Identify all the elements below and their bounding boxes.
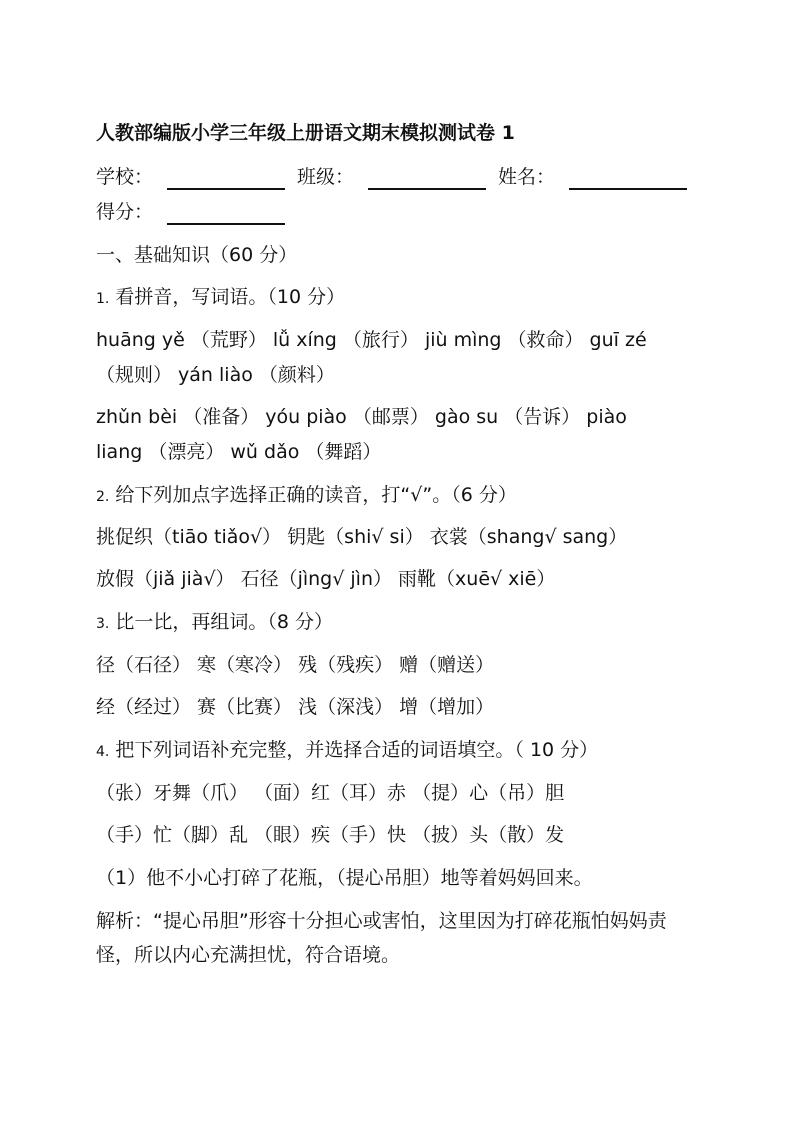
exam-title: 人教部编版小学三年级上册语文期末模拟测试卷 1 [96, 122, 515, 144]
q2-number: 2. [96, 489, 110, 505]
score-blank[interactable] [167, 203, 285, 225]
q1-line-2: （规则） yán liào （颜料） [96, 364, 335, 386]
q1-line-3: zhǔn bèi （准备） yóu piào （邮票） gào su （告诉） piào [96, 406, 627, 428]
q2-text: 给下列加点字选择正确的读音，打“√”。（6 分） [115, 484, 517, 506]
q1-number: 1. [96, 291, 110, 307]
q1-line-4: liang （漂亮） wǔ dǎo （舞蹈） [96, 441, 382, 463]
q3-prompt [96, 609, 716, 637]
section1-heading: 一、基础知识（60 分） [96, 244, 298, 266]
school-label: 学校： [96, 166, 154, 188]
q4-line-1: （张）牙舞（爪） （面）红（耳）赤 （提）心（吊）胆 [96, 782, 565, 804]
q4-line-3: （1）他不小心打碎了花瓶，（提心吊胆）地等着妈妈回来。 [96, 867, 593, 889]
school-blank[interactable] [167, 168, 285, 190]
name-label: 姓名： [498, 166, 556, 188]
q4-text: 把下列词语补充完整，并选择合适的词语填空。（ 10 分） [115, 739, 599, 761]
info-row-1 [96, 164, 716, 190]
q1-prompt [96, 284, 716, 312]
q2-prompt [96, 482, 716, 510]
q1-line-1: huāng yě （荒野） lǚ xíng （旅行） jiù mìng （救命） guī zé [96, 329, 647, 351]
q3-number: 3. [96, 616, 110, 632]
q3-line-1: 径（石径） 寒（寒冷） 残（残疾） 赠（赠送） [96, 654, 495, 676]
info-row-2 [96, 199, 716, 225]
q3-line-2: 经（经过） 赛（比赛） 浅（深浅） 增（增加） [96, 696, 495, 718]
class-label: 班级： [297, 166, 355, 188]
q1-text: 看拼音，写词语。（10 分） [115, 286, 346, 308]
name-field [498, 164, 687, 190]
class-field [297, 164, 486, 190]
q2-line-1: 挑促织（tiāo tiǎo√） 钥匙（shi√ si） 衣裳（shang√ sang） [96, 526, 628, 548]
score-field [96, 199, 285, 225]
q2-line-2: 放假（jiǎ jià√） 石径（jìng√ jìn） 雨靴（xuē√ xiē） [96, 568, 556, 590]
q4-line-2: （手）忙（脚）乱 （眼）疾（手）快 （披）头（散）发 [96, 824, 565, 846]
school-field [96, 164, 285, 190]
q4-analysis: 解析：“提心吊胆”形容十分担心或害怕，这里因为打碎花瓶怕妈妈责怪，所以内心充满担忧，符合语境。 [96, 910, 667, 966]
score-label: 得分： [96, 201, 154, 223]
q3-text: 比一比，再组词。（8 分） [115, 611, 334, 633]
name-blank[interactable] [569, 168, 687, 190]
q4-number: 4. [96, 744, 110, 760]
class-blank[interactable] [368, 168, 486, 190]
q4-prompt [96, 737, 716, 765]
